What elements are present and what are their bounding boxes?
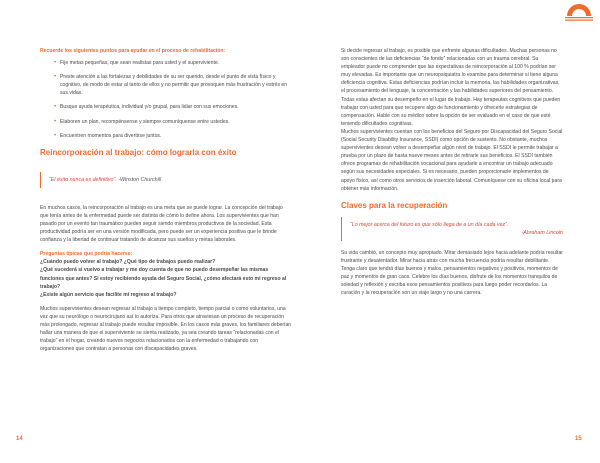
list-item: • Fije metas pequeñas, que sean realistas para usted y el superviviente.: [54, 59, 292, 67]
work-paragraph-2: Muchos supervivientes desean regresar al trabajo a tiempo completo, tiempo parcial o como voluntarios, una vez que su neurólogo o neurocirujano así lo autoriza. Para otros que atraviesan un proceso de recuperación más prolongado, regresar al trabajo puede resultar imposible. En los casos más graves, los familiares deberían hallar una manera de que el superviviente se sienta realizado, ya sea creando tareas “relacionadas con el trabajo” en el hogar, creando nuevos negocios relacionados con la enfermedad o trabajando con organizaciones que contratan a personas con discapacidades graves.: [40, 305, 292, 353]
quote-author: -Abraham Lincoln: [521, 229, 563, 236]
faq-item: ¿Cuándo puedo volver al trabajo? ¿Qué tipo de trabajos puedo realizar?: [40, 259, 216, 266]
list-item: • Elaboren un plan, recompénsense y siempre comuníquense entre ustedes.: [54, 118, 292, 126]
rehab-bullet-list: [40, 59, 292, 140]
lincoln-quote: [341, 217, 563, 241]
page-number-left: 14: [16, 436, 23, 442]
right-column: [341, 47, 563, 297]
quote-author: -Winston Churchill: [118, 176, 162, 183]
faq-item: ¿Qué sucederá si vuelvo a trabajar y me doy cuenta de que no puedo desempeñar las mismas funciones que antes? Si estoy recibiendo ayuda del Seguro Social, ¿cómo afectará esto mi regreso al trabajo?: [40, 267, 287, 290]
list-item: • Busque ayuda terapéutica, individual y/o grupal, para lidiar con sus emociones.: [54, 103, 292, 111]
section-title-work: Reincorporación al trabajo: cómo lograrla con éxito: [40, 147, 237, 157]
work-paragraph: En muchos casos, la reincorporación al trabajo es una meta que se puede lograr. La concepción del trabajo que tenía antes de la enfermedad puede ser distinta de cómo lo define ahora. Los supervivientes que han pasado por un evento tan traumático pueden seguir siendo miembros productivos de la sociedad. Esta productividad podría ser en una versión modificada, pero puede ser un experiencia positiva que le brinde confianza y la libertad de continuar tratando de alcanzar sus sueños y metas laborales.: [40, 204, 283, 244]
rehab-lead: Recuerde los siguientes puntos para ayudar en el proceso de rehabilitación:: [40, 48, 226, 54]
list-item: • Encuentren momentos para divertirse juntos.: [54, 132, 292, 140]
return-paragraph: Si decide regresar al trabajo, es posible que enfrente algunas dificultades. Muchas personas no son conscientes de las deficiencias “de fondo” relacionadas con un trauma cerebral. Su empleador puede no comprender que las expectativas de reincorporación al 100 % podrían ser muy elevadas. Es importante que un neuropsiquiatra lo examine para determinar si tiene alguna deficiencia cognitiva. Estas deficiencias podrían incluir la memoria, las habilidades organizativas, el procesamiento del lenguaje, la concentración y las habilidades superiores del pensamiento. Todas estas afectan su desempeño en el lugar de trabajo. Hay terapeutas cognitivos que pueden trabajar con usted para que recupere algo de funcionamiento y ofrecerle estrategias de compensación. Hable con su médico sobre la opción de ser evaluado en el caso de que esté teniendo dificultades cognitivas.: [341, 48, 561, 127]
section-title-recovery: Claves para la recuperación: [341, 200, 448, 210]
list-item: • Preste atención a las fortalezas y debilidades de su ser querido, desde el punto de vista físico y cognitivo, de modo de estar al tanto de ellos y no permitir que provoquen más frustración y estrés en sus vidas.: [54, 73, 292, 97]
quote-text: “Lo mejor acerca del futuro es que sólo llega de a un día cada vez”.: [350, 221, 509, 228]
quote-text: “El éxito nunca es definitivo”.: [49, 176, 117, 183]
sunrise-logo-icon: [561, 4, 597, 22]
faq-title: Preguntas típicas que podría hacerse:: [40, 251, 133, 258]
recovery-paragraph: Su vida cambió, un concepto muy apropiado. Mirar demasiado lejos hacia adelante podría resultar frustrante y desalentador. Mirar hacia atrás con mucha frecuencia podría resultar debilitante. Tenga claro que tendrá días buenos y malos, pensamientos negativos y positivos, momentos de paz y momentos de gran caos. Celebre los días buenos, disfrute de los momentos tranquilos de soledad y reflexión y escriba esos pensamientos positivos para luego poder recordarlos. La curación y la recuperación son un viaje largo y no una carrera.: [341, 249, 563, 297]
faq-item: ¿Existe algún servicio que facilite mi regreso al trabajo?: [40, 291, 177, 298]
left-column: [40, 47, 292, 353]
churchill-quote: [40, 172, 292, 188]
ssdi-paragraph: Muchos supervivientes cuentan con los beneficios del Seguro por Discapacidad del Seguro Social (Social Security Disability Insurance, SSDI) como opción de sustento. No obstante, muchos supervivientes desean volver a desempeñar algún nivel de trabajo. El SSDI le permite trabajar a prueba por un plazo de hasta nueve meses antes de retirarle sus beneficios. El SSDI también ofrece programas de rehabilitación vocacional para ayudarle a encontrar un trabajo adecuado según sus necesidades especiales. Si es necesario, pueden proporcionarle implementos de apoyo físico, así como otros servicios de inserción laboral. Comuníquese con su oficina local para obtener más información.: [341, 128, 563, 192]
page-number-right: 15: [575, 436, 582, 442]
